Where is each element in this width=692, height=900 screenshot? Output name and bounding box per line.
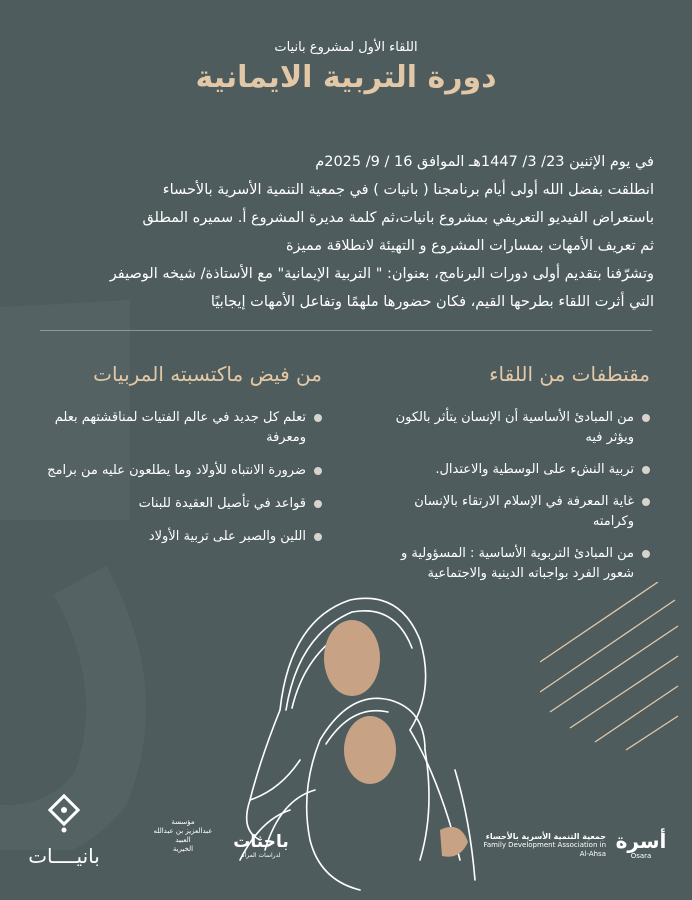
section-divider — [40, 330, 652, 331]
highlight-item: من المبادئ الأساسية أن الإنسان يتأثر بالكون ويؤثر فيه — [390, 408, 650, 448]
highlight-item: غاية المعرفة في الإسلام الارتقاء بالإنسان وكرامته — [390, 492, 650, 532]
takeaways-heading: من فيض ماكتسبته المربيات — [93, 362, 322, 386]
takeaway-item: قواعد في تأصيل العقيدة للبنات — [22, 494, 322, 514]
sponsor-foundation-line: عبدالعزيز بن عبدالله العبيد — [153, 827, 213, 844]
banat-logo — [14, 790, 114, 870]
usra-logo-text: أسرة — [615, 829, 667, 853]
sponsor-foundation-line: الخيرية — [172, 845, 194, 853]
takeaway-item: ضرورة الانتباه للأولاد وما يطلعون عليه من برامج — [22, 461, 322, 481]
intro-paragraph — [54, 148, 654, 316]
highlight-item: من المبادئ التربوية الأساسية : المسؤولية و شعور الفرد بواجباته الدينية والاجتماعية — [390, 544, 650, 584]
sponsor-foundation-logo — [150, 818, 216, 878]
highlight-item: تربية النشء على الوسطية والاعتدال. — [390, 460, 650, 480]
bahithat-logo-title: باحثات — [233, 832, 289, 852]
intro-line-date: في يوم الإثنين 23/ 3/ 1447هـ الموافق 16 / 9/ 2025م — [315, 154, 654, 170]
banat-logo-icon — [47, 790, 81, 834]
bahithat-logo — [226, 832, 296, 872]
takeaways-section — [22, 362, 322, 560]
association-logo — [478, 832, 606, 859]
takeaway-item: تعلم كل جديد في عالم الفتيات لمناقشتهم بعلم ومعرفة — [22, 408, 322, 448]
usra-logo — [610, 830, 672, 860]
page-title: دورة التربية الايمانية — [195, 60, 497, 95]
intro-line: وتشرّفنا بتقديم أولى دورات البرنامج، بعنوان: " التربية الإيمانية" مع الأستاذة/ شيخه الوصيفر — [109, 266, 654, 282]
takeaway-item: اللين والصبر على تربية الأولاد — [22, 527, 322, 547]
association-name-en: Family Development Association in Al-Ahsa — [483, 841, 606, 858]
event-subtitle: اللقاء الأول لمشروع بانيات — [274, 40, 418, 55]
highlights-heading: مقتطفات من اللقاء — [489, 362, 650, 386]
usra-logo-latin: Osara — [630, 852, 652, 860]
decorative-diagonal-lines — [540, 582, 680, 752]
banat-logo-text: بانيــــات — [28, 844, 100, 868]
association-name-ar: جمعية التنمية الأسرية بالأحساء — [485, 832, 606, 841]
sponsor-foundation-line: مؤسسة — [171, 818, 195, 826]
bahithat-logo-subtitle: لدراسات المرأة — [241, 852, 281, 859]
intro-line: ثم تعريف الأمهات بمسارات المشروع و التهيئة لانطلاقة مميزة — [285, 238, 654, 254]
intro-line: انطلقت بفضل الله أولى أيام برنامجنا ( بانيات ) في جمعية التنمية الأسرية بالأحساء — [162, 182, 654, 198]
intro-line: التي أثرت اللقاء بطرحها القيم، فكان حضورها ملهمًا وتفاعل الأمهات إيجابيًا — [210, 294, 654, 310]
intro-line: باستعراض الفيديو التعريفي بمشروع بانيات،ثم كلمة مديرة المشروع أ. سميره المطلق — [142, 210, 654, 226]
